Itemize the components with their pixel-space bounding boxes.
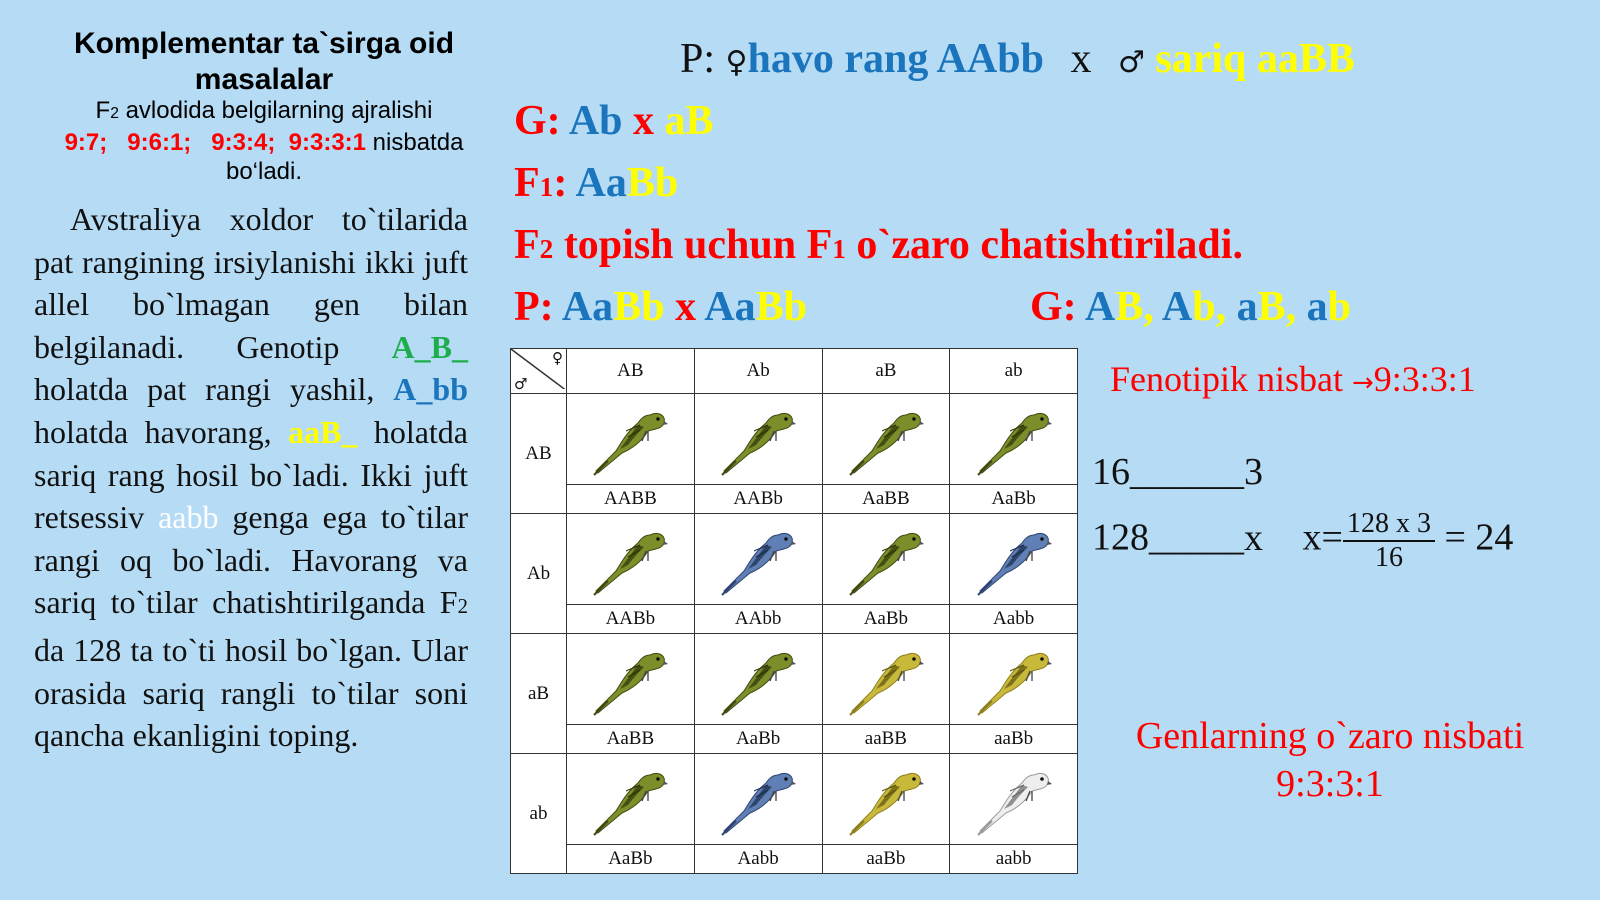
parrot-icon: [950, 514, 1077, 604]
p2-a1: Aa: [561, 284, 614, 330]
gene-ratio-value: 9:3:3:1: [1276, 763, 1384, 805]
punnett-cell: [567, 394, 695, 514]
genotype-blue: A_bb: [393, 371, 468, 408]
genotype-label: AABb: [567, 604, 694, 633]
punnett-row: [511, 514, 1078, 634]
phenotype-label: Fenotipik nisbat: [1110, 359, 1352, 399]
column-header: ab: [950, 349, 1078, 394]
problem-p5: genga ega to`tilar rangi oq bo`ladi. Havorang va sariq to`tilar chatishtirilganda F: [34, 499, 468, 621]
punnett-cell: [950, 514, 1078, 634]
f2-mid: topish uchun F: [553, 222, 833, 268]
gamete-1-a: A: [1084, 284, 1116, 330]
parrot-icon: [950, 394, 1077, 484]
gamete-3-b: B: [1257, 284, 1286, 330]
arrow-icon: →: [1352, 368, 1374, 398]
genotype-label: aaBB: [823, 724, 950, 753]
parrot-icon: [695, 514, 822, 604]
p2-b2: Bb: [755, 284, 807, 330]
g2-line: G: AB, Ab, aB, ab: [1030, 284, 1351, 330]
ratio-list: 9:7; 9:6:1; 9:3:4; 9:3:3:1: [64, 129, 367, 156]
parrot-icon: [823, 634, 950, 724]
genotype-green: A_B_: [391, 328, 468, 365]
parrot-icon: [823, 514, 950, 604]
punnett-cell: [822, 754, 950, 874]
parrot-icon: [950, 634, 1077, 724]
punnett-cell: [950, 754, 1078, 874]
parrot-icon: [695, 754, 822, 844]
fraction-denominator: 16: [1374, 542, 1403, 573]
punnett-cell: [694, 754, 822, 874]
parrot-icon: [567, 634, 694, 724]
female-corner-symbol: ♀: [552, 349, 563, 367]
f1-aa: Aa: [575, 160, 627, 206]
f2-instruction: [514, 220, 1243, 274]
equation-result: = 24: [1434, 516, 1514, 559]
phenotype-ratio-line: [1110, 358, 1476, 400]
row-header: Ab: [511, 514, 567, 634]
punnett-cell: [950, 634, 1078, 754]
gamete-4-a: a: [1306, 284, 1328, 330]
gene-ratio-label: Genlarning o`zaro nisbati: [1135, 715, 1525, 757]
f1-label-sub: 1: [539, 172, 554, 202]
genotype-label: AaBb: [823, 604, 950, 633]
parent-cross-line: [680, 34, 1355, 88]
proportion-line-2: [1092, 508, 1513, 574]
g-label: G:: [514, 98, 561, 144]
genotype-label: Aabb: [695, 844, 822, 873]
f2-f: F: [514, 222, 540, 268]
cross-x: x: [1070, 36, 1092, 82]
f1-label: F: [514, 160, 540, 206]
fraction-numerator: 128 x 3: [1343, 508, 1435, 542]
slide-subtitle: [20, 96, 508, 186]
parrot-icon: [950, 754, 1077, 844]
f1-colon: :: [553, 160, 568, 206]
problem-p3: holatda havorang,: [34, 413, 289, 450]
p2-x: x: [675, 284, 697, 330]
punnett-cell: [822, 514, 950, 634]
punnett-cell: [822, 394, 950, 514]
parrot-icon: [823, 754, 950, 844]
prop-3: 3: [1244, 451, 1263, 493]
punnett-row: [511, 634, 1078, 754]
genotype-label: aaBb: [950, 724, 1077, 753]
prop-x: x: [1244, 516, 1263, 559]
genotype-label: Aabb: [950, 604, 1077, 633]
prop-blank-1: ______: [1130, 451, 1244, 493]
genotype-label: AaBb: [695, 724, 822, 753]
g2-label: G:: [1030, 284, 1077, 330]
p2-a2: Aa: [704, 284, 756, 330]
genotype-white: aabb: [158, 499, 219, 536]
punnett-cell: [694, 514, 822, 634]
column-header: AB: [567, 349, 695, 394]
p2-label: P:: [514, 284, 554, 330]
problem-p2: holatda pat rangi yashil,: [34, 371, 394, 408]
subtitle-f: F: [95, 97, 111, 124]
punnett-cell: [950, 394, 1078, 514]
gamete-1-b: B: [1115, 284, 1144, 330]
parrot-icon: [823, 394, 950, 484]
genotype-label: AaBb: [567, 844, 694, 873]
female-parent: havo rang AAbb: [747, 36, 1044, 82]
male-parent: sariq aaBB: [1155, 36, 1355, 82]
row-header: AB: [511, 394, 567, 514]
punnett-cell: [567, 634, 695, 754]
genotype-label: AABb: [695, 484, 822, 513]
f2-end: o`zaro chatishtiriladi.: [845, 222, 1243, 268]
punnett-cell: [694, 394, 822, 514]
problem-sub: 2: [457, 595, 468, 619]
p-label: P:: [680, 36, 716, 82]
genotype-label: aabb: [950, 844, 1077, 873]
p2-b1: Bb: [613, 284, 665, 330]
gamete-2-b: b: [1192, 284, 1216, 330]
punnett-cell: [822, 634, 950, 754]
punnett-cell: [694, 634, 822, 754]
gamete-2-a: A: [1161, 284, 1193, 330]
punnett-cell: [567, 514, 695, 634]
parrot-icon: [695, 394, 822, 484]
gamete-x: x: [633, 98, 655, 144]
genotype-label: AAbb: [695, 604, 822, 633]
punnett-square: [510, 348, 1078, 874]
parrot-icon: [567, 394, 694, 484]
row-header: ab: [511, 754, 567, 874]
male-symbol: ♂: [1117, 45, 1145, 80]
proportion-line-1: [1092, 450, 1263, 494]
genotype-label: AaBb: [950, 484, 1077, 513]
problem-p4: holatda sariq rang hosil bo`ladi. Ikki juft retsessiv: [34, 413, 468, 536]
fraction: [1343, 508, 1435, 574]
gamete-3-a: a: [1236, 284, 1258, 330]
row-header: aB: [511, 634, 567, 754]
genotype-label: AaBB: [567, 724, 694, 753]
genotype-label: AABB: [567, 484, 694, 513]
female-symbol: ♀: [725, 45, 748, 80]
punnett-row: [511, 394, 1078, 514]
gametes-line: [514, 96, 714, 146]
f1-bb: Bb: [626, 160, 679, 206]
parrot-icon: [695, 634, 822, 724]
gene-ratio-block: [1100, 712, 1560, 808]
prop-blank-2: _____: [1149, 516, 1244, 559]
p2-line: [514, 282, 807, 332]
gamete-ab: Ab: [568, 98, 623, 144]
equation-x: x=: [1302, 516, 1343, 559]
prop-128: 128: [1092, 516, 1149, 559]
gamete-aB: aB: [664, 98, 714, 144]
prop-16: 16: [1092, 451, 1130, 493]
problem-text: [34, 198, 468, 757]
punnett-corner: [511, 349, 567, 394]
ratio-tail: nisbatda: [366, 129, 464, 156]
subtitle-rest: avlodida belgilarning ajralishi: [118, 97, 433, 124]
problem-p6: da 128 ta to`ti hosil bo`lgan. Ular orasida sariq rangli to`tilar soni qancha ekanligini toping.: [34, 631, 468, 754]
genotype-yellow: aaB_: [288, 413, 358, 450]
genotype-label: aaBb: [823, 844, 950, 873]
genotype-label: AaBB: [823, 484, 950, 513]
f1-line: [514, 158, 678, 212]
problem-p1: Avstraliya xoldor to`tilarida pat rangining irsiylanishi ikki juft allel bo`lmagan gen bilan belgilanadi. Genotip: [34, 201, 468, 365]
subtitle-f-sub: 2: [110, 105, 119, 122]
parrot-icon: [567, 514, 694, 604]
f2-sub2: 1: [832, 234, 846, 264]
f2-sub: 2: [539, 234, 554, 264]
phenotype-ratio: 9:3:3:1: [1373, 359, 1476, 399]
punnett-cell: [567, 754, 695, 874]
parrot-icon: [567, 754, 694, 844]
male-corner-symbol: ♂: [514, 375, 528, 394]
subtitle-line3: bo‘ladi.: [225, 158, 303, 185]
slide-title: Komplementar ta`sirga oid masalalar: [73, 27, 455, 96]
column-header: aB: [822, 349, 950, 394]
column-header: Ab: [694, 349, 822, 394]
gamete-4-b: b: [1327, 284, 1351, 330]
punnett-row: [511, 754, 1078, 874]
